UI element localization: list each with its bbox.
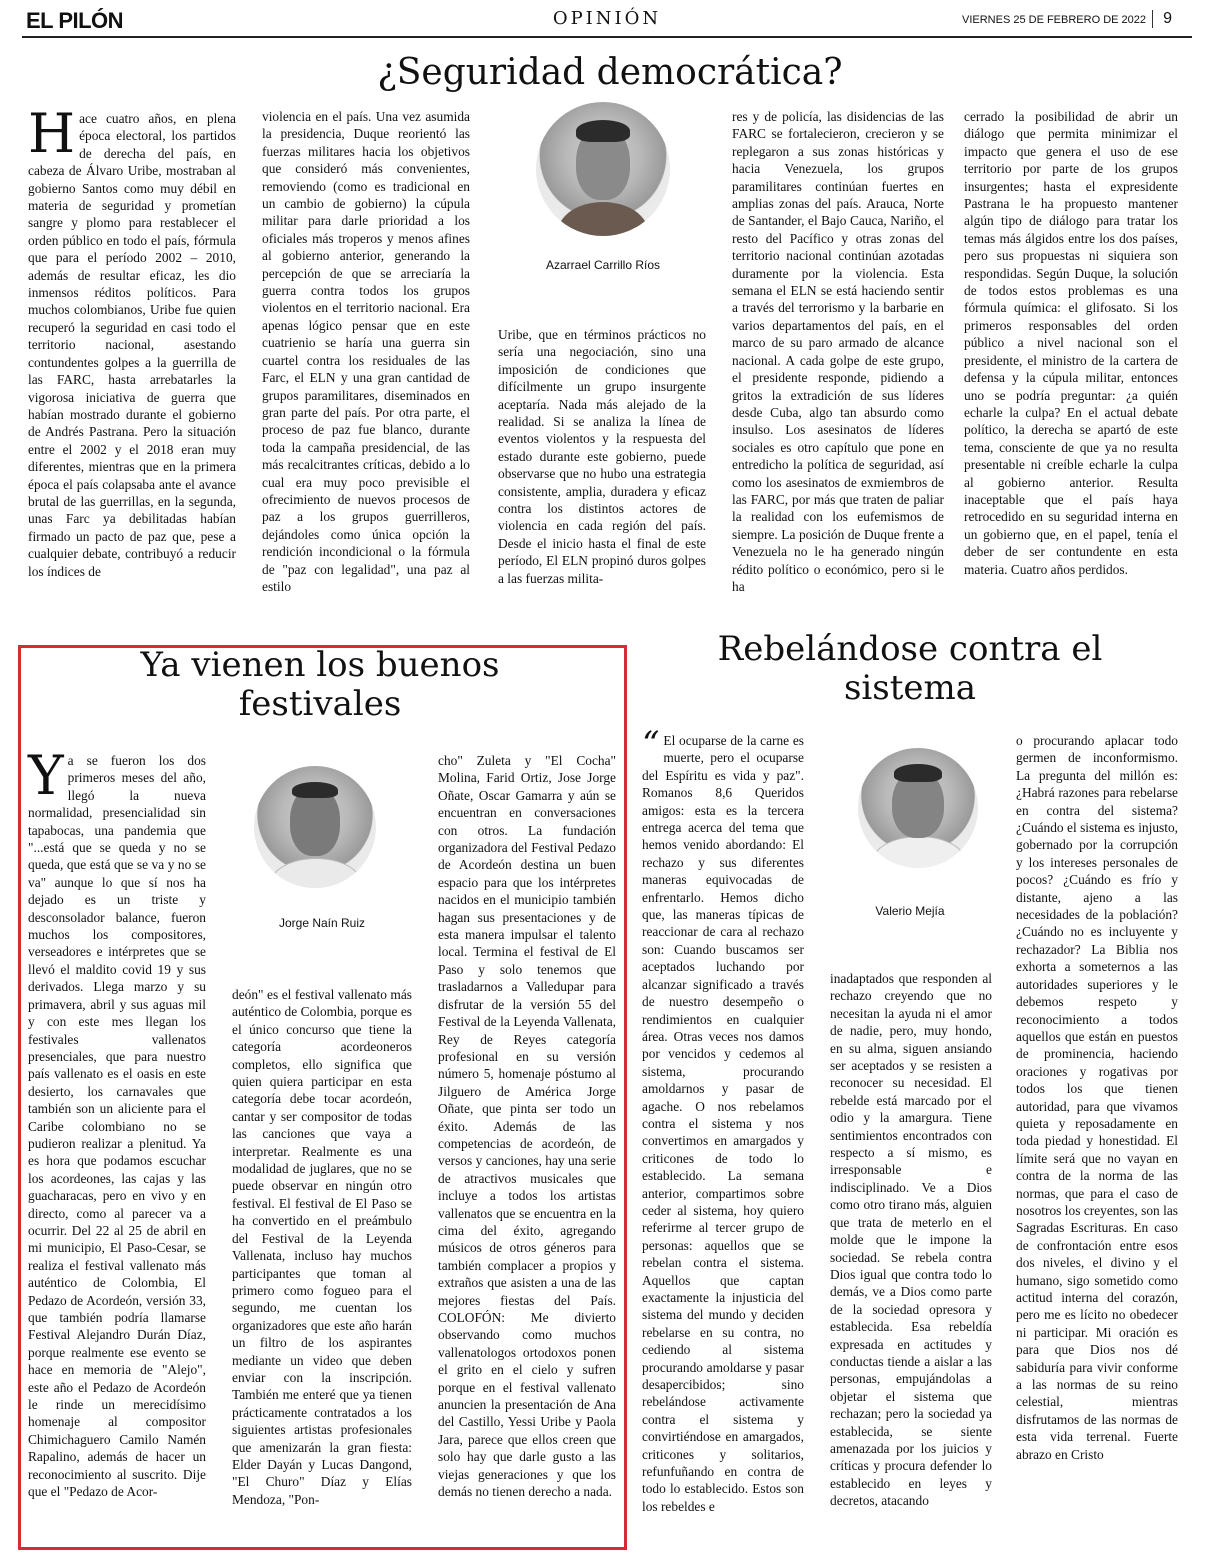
article1-col3-text: Uribe, que en términos prácticos no sería una negociación, sino una imposición de condiciones que difícilmente un grupo insurgente aceptaría. Nada más alejado de la realidad. Si se analiza la línea de eventos violentos y la respuesta del estado durante este gobierno, puede observarse que no hubo una estrategia consistente, amplia, duradera y eficaz contra los distintos actores de violencia en cada región del país. Desde el inicio hasta el final de este período, El ELN propinó duros golpes a las fuerzas milita- [498, 327, 706, 586]
article1-col4-text: res y de policía, las disidencias de las FARC se fortalecieron, crecieron y se replegaron a sus zonas históricas y hacia Venezuela, los grupos paramilitares continúan fuertes en amplias zonas del país. Arauca, Norte de Santander, el Bajo Cauca, Nariño, el resto del Pacífico y otras zonas del territorio nacional continúan azotadas duramente por la violencia. Esta semana el ELN se está haciendo sentir a través del terrorismo y la barbarie en varios departamentos del país, en el marco de su paro armado de alcance nacional. A cada golpe de este grupo, el presidente responde, pidiendo a gritos la extradición de sus líderes desde Cuba, algo tan absurdo como insulso. Los asesinatos de líderes sociales es otro capítulo que pone en entredicho la política de seguridad, así como los asesinatos de exmiembros de las FARC, por más que traten de paliar la realidad con los eufemismos de siempre. La posición de Duque frente a Venezuela no le ha generado ningún rédito político o económico, pero si le ha [732, 109, 944, 594]
article1-dropcap: H [28, 102, 76, 165]
article3-column-2 [830, 970, 992, 1510]
article2-headline-line1: Ya vienen los buenos [140, 645, 500, 685]
article1-author-caption: Azarrael Carrillo Ríos [545, 258, 661, 272]
article3-headline-line1: Rebelándose contra el [717, 629, 1103, 669]
article2-author-caption: Jorge Naín Ruiz [278, 916, 366, 930]
article1-column-1 [28, 102, 236, 580]
article2-col2-text: deón" es el festival vallenato más auténtico de Colombia, porque es el único concurso que tiene la categoría acordeoneros completos, ello significa que quien quiera participar en esta categoría debe tocar acordeón, cantar y ser compositor de todas las canciones que vaya a interpretar. Realmente es una modalidad de juglares, que no se puede observar en ningún otro festival. El festival de El Paso se ha convertido en el preámbulo del Festival de la Leyenda Vallenata, incluso hay muchos participantes que toman al primero como fogueo para el segundo, me cuentan los organizadores que este año harán un filtro de los aspirantes mediante un video que deben enviar con la inscripción. También me enteré que ya tienen prácticamente contratados a los siguientes artistas profesionales que amenizarán la gran fiesta: Elder Dayán y Lucas Dangond, "El Churo" Díaz y Elías Mendoza, "Pon- [232, 987, 412, 1507]
author-photo-valerio [858, 748, 978, 868]
article1-headline: ¿Seguridad democrática? [377, 52, 843, 93]
article2-col3-text: cho" Zuleta y "El Cocha" Molina, Farid Ortiz, Jose Jorge Oñate, Oscar Gamarra y aún se encuentran en conversaciones con otros. La fundación organizadora del Festival Pedazo de Acordeón destina un buen espacio para que los intérpretes nacidos en el municipio también hagan sus presentaciones y de esta manera impulsar el talento local. Termina el festival de El Paso y solo tenemos que trasladarnos a Valledupar para disfrutar de la versión 55 del Festival de la Leyenda Vallenata, Rey de Reyes categoría profesional en su versión número 5, homenaje póstumo al Jilguero de América Jorge Oñate, que pinta ser todo un éxito. Además de las competencias de acordeón, de versos y canciones, hay una serie de atractivos musicales que incluye a todos los artistas vallenatos que se encuentra en la cima del éxito, agregando músicos de otros géneros para también complacer a propios y extraños que asisten a una de las mejores fiestas del País. COLOFÓN: Me divierto observando como muchos vallenatologos ortodoxos ponen el grito en el cielo y sufren porque en el festival vallenato anuncien la presentación de Ana del Castillo, Yessi Uribe y Paola Jara, parece que ellos creen que solo hay que darle gusto a las viejas generaciones y que los demás no tienen derecho a nada. [438, 753, 616, 1500]
article1-col2-text: violencia en el país. Una vez asumida la presidencia, Duque reorientó las fuerzas militares hacia los objetivos que consideró más convenientes, removiendo (como es tradicional en un cambio de gobierno) la cúpula militar para darle prioridad a los oficiales más troperos y menos afines al gobierno anterior, generando la percepción de que se arreciaría la guerra contra todos los grupos violentos en el territorio nacional. Era apenas lógico pensar que en este cuatrienio se haría una guerra sin cuartel contra los residuales de las Farc, el ELN y una gran cantidad de grupos paramilitares, diseminados en gran parte del país. Por otra parte, el proceso de paz fue blanco, durante toda la campaña presidencial, de las más recalcitrantes críticas, debido a lo cual era muy poco previsible el ofrecimiento de nuevos procesos de paz a los grupos guerrilleros, dejándoles como única opción la rendición incondicional o la fórmula de "paz con legalidad", una paz al estilo [262, 109, 470, 594]
article3-column-3 [1016, 732, 1178, 1463]
newspaper-logo: EL PILÓN [26, 8, 124, 33]
article3-col1-text: El ocuparse de la carne es muerte, pero el ocuparse del Espíritu es vida y paz". Romanos 8,6 Queridos amigos: esta es la tercera entrega acerca del tema que hemos venido abordando: El rechazo y sus diferentes maneras equivocadas de enfrentarlo. Hemos dicho que, las maneras típicas de reaccionar de cara al rechazo son: Cuando buscamos ser aceptados luchando por alcanzar significado a través de nuestro desempeño o rendimientos en cualquier área. Otras veces nos damos por vencidos y cedemos al sistema, procurando amoldarnos y pasar de agache. O nos rebelamos contra el sistema y nos convertimos en amargados y criticones de todo lo establecido. La semana anterior, compartimos sobre ceder al sistema, hoy quiero referirme al tercer grupo de personas: aquellos que se rebelan contra el sistema. Aquellos que captan exactamente la injusticia del sistema del mundo y deciden rebelarse en su contra, no cediendo al sistema procurando amoldarse y pasar desapercibidos; sino rebelándose activamente contra el sistema y convirtiéndose en amargados, criticones y solitarios, refunfuñando en contra de todo lo establecido. Estos son los rebeldes e [642, 733, 804, 1514]
article1-column-2 [262, 108, 470, 595]
article1-column-4 [732, 108, 944, 595]
article3-column-1 [642, 724, 804, 1515]
article1-column-5 [964, 108, 1178, 578]
author-photo-azarrael [536, 102, 670, 236]
article1-col1-text: ace cuatro años, en plena época electoral, los partidos de derecha del país, en cabeza de Álvaro Uribe, mostraban al gobierno Santos como muy débil en materia de seguridad y prometían sangre y plomo para restablecer el orden público en todo el país, fórmula que para el período 2002 – 2010, además de resultar eficaz, les dio inmensos réditos políticos. Para muchos colombianos, Uribe fue quien recuperó la seguridad en casi todo el territorio nacional, asestando contundentes golpes a la guerrilla de las FARC, hasta arrebatarles la vigorosa iniciativa de guerra que habían mostrado durante el gobierno de Andrés Pastrana. Pero la situación entre el 2002 y el 2018 eran muy diferentes, mientras que en la primera época el país colapsaba ante el avance brutal de las guerrillas, en la segunda, unas Farc ya debilitadas habían firmado un pacto de paz que, pese a cualquier debate, contribuyó a reducir los índices de [28, 111, 236, 579]
article1-column-3 [498, 326, 706, 587]
article3-col3-text: o procurando aplacar todo germen de inconformismo. La pregunta del millón es: ¿Habrá razones para rebelarse en contra del sistema? ¿Cuándo el sistema es injusto, gobernado por la corrupción y los intereses personales de pocos? ¿Cuándo es frío y distante, ajeno a las necesidades de la población? ¿Cuándo no es incluyente y rechazador? La Biblia nos exhorta a someternos a las autoridades superiores y le debemos respeto y reconocimiento a todos aquellos que están en puestos de prominencia, haciendo oraciones y rogativas por todos los que tienen autoridad, para que vivamos quieta y reposadamente en toda piedad y honestidad. El límite será que no vayan en contra de la norma de las normas, que para el caso de nosotros los creyentes, son las Sagradas Escrituras. En caso de confrontación entre esos dos niveles, el divino y el humano, sigo sometido como actitud interna del corazón, pero me es lícito no obedecer ni participar. Mi oración es para que Dios nos dé sabiduría para vivir conforme a las normas de su reino celestial, mientras disfrutamos de las normas de esta vida terrenal. Fuerte abrazo en Cristo [1016, 733, 1178, 1462]
section-title: OPINIÓN [552, 8, 662, 29]
masthead [22, 6, 1192, 38]
article2-col1-text: a se fueron los dos primeros meses del año, llegó la nueva normalidad, presencialidad sin tapabocas, una pandemia que "...está que se queda y no se queda, que está que se va y no se va" aunque lo que sí nos ha dejado es un triste y desconsolador balance, fueron muchos los compositores, verseadores e intérpretes que se llevó el maldito covid 19 y sus derivados. Llega marzo y su primavera, abril y sus aguas mil y con este mes llegan los festivales vallenatos presenciales, que para nuestro país vallenato es el oasis en este desierto, los carnavales que también son un aliciente para el Caribe colombiano no se pudieron realizar a plenitud. Ya es hora que podamos escuchar los acordeones, las cajas y las guacharacas, pero en vivo y en directo, como al parecer va a ocurrir. Del 22 al 25 de abril en mi municipio, El Paso-Cesar, se realiza el festival vallenato más auténtico de Colombia, El Pedazo de Acordeón, versión 33, que también podría llamarse Festival Alejandro Durán Díaz, porque realmente ese evento se hace en memoria de "Alejo", este año el Pedazo de Acordeón le rinde un merecidísimo homenaje al compositor Chimichaguero Camilo Namén Rapalino, además de hacer un reconocimiento al suscrito. Dije que el "Pedazo de Acor- [28, 753, 206, 1500]
article3-col2-text: inadaptados que responden al rechazo creyendo que no necesitan la ayuda ni el amor de nadie, pero, muy hondo, en su alma, siguen ansiando ser aceptados y se resisten a reconocer su necesidad. El rebelde está marcado por el odio y la amargura. Tiene sentimientos encontrados con respecto a sí mismo, es irresponsable e indisciplinado. Ve a Dios como otro tirano más, alguien que trata de meterlo en el molde que le impone la sociedad. Se rebela contra Dios igual que contra todo lo demás, ve a Dios como parte de la sociedad opresora y establecida. Esa rebeldía expresada en actitudes y conductas tiende a aislar a las personas, empujándolas a objetar el sistema que rechazan; pero la sociedad ya establecida, se siente amenazada por los juicios y críticas y procura defender lo establecido en leyes y decretos, atacando [830, 971, 992, 1509]
issue-date: VIERNES 25 DE FEBRERO DE 2022 [961, 14, 1146, 26]
article2-column-3 [438, 752, 616, 1500]
article1-col5-text: cerrado la posibilidad de abrir un diálogo que permita minimizar el impacto que genera el uso de ese territorio por parte de los grupos insurgentes; hasta el expresidente Pastrana le ha propuesto mantener algún tipo de diálogo para tratar los temas más álgidos entre los dos países, pero sus propuestas ni siquiera son respondidas. Según Duque, la solución de todos estos problemas es una fórmula química: el glifosato. Si los primeros responsables del orden público a nivel nacional son el presidente, el ministro de la cartera de defensa y la cúpula militar, entonces uno se podría preguntar: ¿a quién echarle la culpa? En el actual debate político, la derecha se apartó de este tema, consciente de que ya no resulta presentable ni creíble echarle la culpa al gobierno anterior. Resulta inaceptable que el país haya retrocedido en su seguridad interna en un gobierno que, en el papel, tenía el deber de ser contundente en esta materia. Cuatro años perdidos. [964, 109, 1178, 577]
article2-column-2 [232, 986, 412, 1508]
article3-headline [650, 630, 1170, 708]
opening-quote-icon: “ [642, 724, 660, 764]
page-number: 9 [1152, 10, 1172, 28]
article2-headline-line2: festivales [238, 684, 402, 725]
article2-dropcap: Y [28, 744, 64, 807]
article2-headline [40, 646, 600, 724]
article3-author-caption: Valerio Mejía [875, 904, 945, 918]
article2-column-1 [28, 744, 206, 1500]
author-photo-jorge [254, 766, 376, 888]
article3-headline-line2: sistema [843, 668, 977, 709]
